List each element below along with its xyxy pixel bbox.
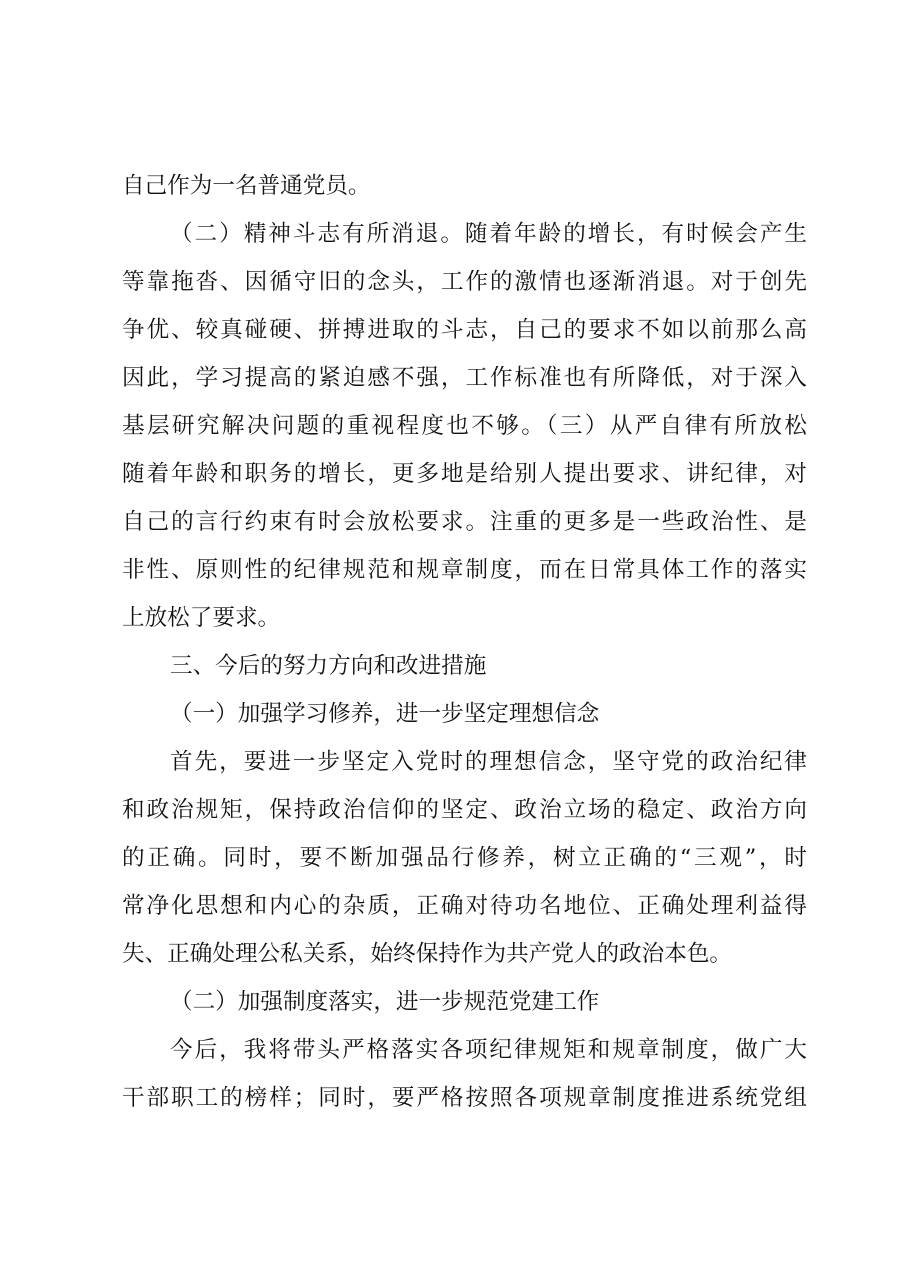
paragraph-line-1: 自己作为一名普通党员。 — [122, 173, 371, 199]
document-body — [122, 162, 807, 1122]
paragraph-line-8: 自己的言行约束有时会放松要求。注重的更多是一些政治性、是 — [122, 509, 807, 535]
paragraph-line-5: 因此，学习提高的紧迫感不强，工作标准也有所降低，对于深入 — [122, 365, 807, 391]
paragraph-line-4: 争优、较真碰硬、拼搏进取的斗志，自己的要求不如以前那么高 — [122, 317, 807, 343]
subsection-heading-2: （二）加强制度落实，进一步规范党建工作 — [170, 989, 600, 1015]
paragraph-line-17: 失、正确处理公私关系，始终保持作为共产党人的政治本色。 — [122, 941, 733, 967]
paragraph-line-19: 今后，我将带头严格落实各项纪律规矩和规章制度，做广大 — [170, 1037, 807, 1063]
paragraph-line-10: 上放松了要求。 — [122, 605, 281, 631]
paragraph-line-20: 干部职工的榜样；同时，要严格按照各项规章制度推进系统党组 — [122, 1085, 807, 1111]
paragraph-line-9: 非性、原则性的纪律规范和规章制度，而在日常具体工作的落实 — [122, 557, 807, 583]
paragraph-line-16: 常净化思想和内心的杂质，正确对待功名地位、正确处理利益得 — [122, 893, 807, 919]
section-heading: 三、今后的努力方向和改进措施 — [170, 653, 487, 679]
paragraph-line-7: 随着年龄和职务的增长，更多地是给别人提出要求、讲纪律，对 — [122, 461, 807, 487]
paragraph-line-2: （二）精神斗志有所消退。随着年龄的增长，有时候会产生 — [170, 221, 807, 247]
paragraph-line-3: 等靠拖沓、因循守旧的念头，工作的激情也逐渐消退。对于创先 — [122, 269, 807, 295]
subsection-heading-1: （一）加强学习修养，进一步坚定理想信念 — [170, 701, 600, 727]
paragraph-line-13: 首先，要进一步坚定入党时的理想信念，坚守党的政治纪律 — [170, 749, 807, 775]
paragraph-line-14: 和政治规矩，保持政治信仰的坚定、政治立场的稳定、政治方向 — [122, 797, 807, 823]
paragraph-line-6: 基层研究解决问题的重视程度也不够。（三）从严自律有所放松 — [122, 413, 807, 439]
paragraph-line-15: 的正确。同时，要不断加强品行修养，树立正确的“三观”，时 — [122, 845, 807, 871]
